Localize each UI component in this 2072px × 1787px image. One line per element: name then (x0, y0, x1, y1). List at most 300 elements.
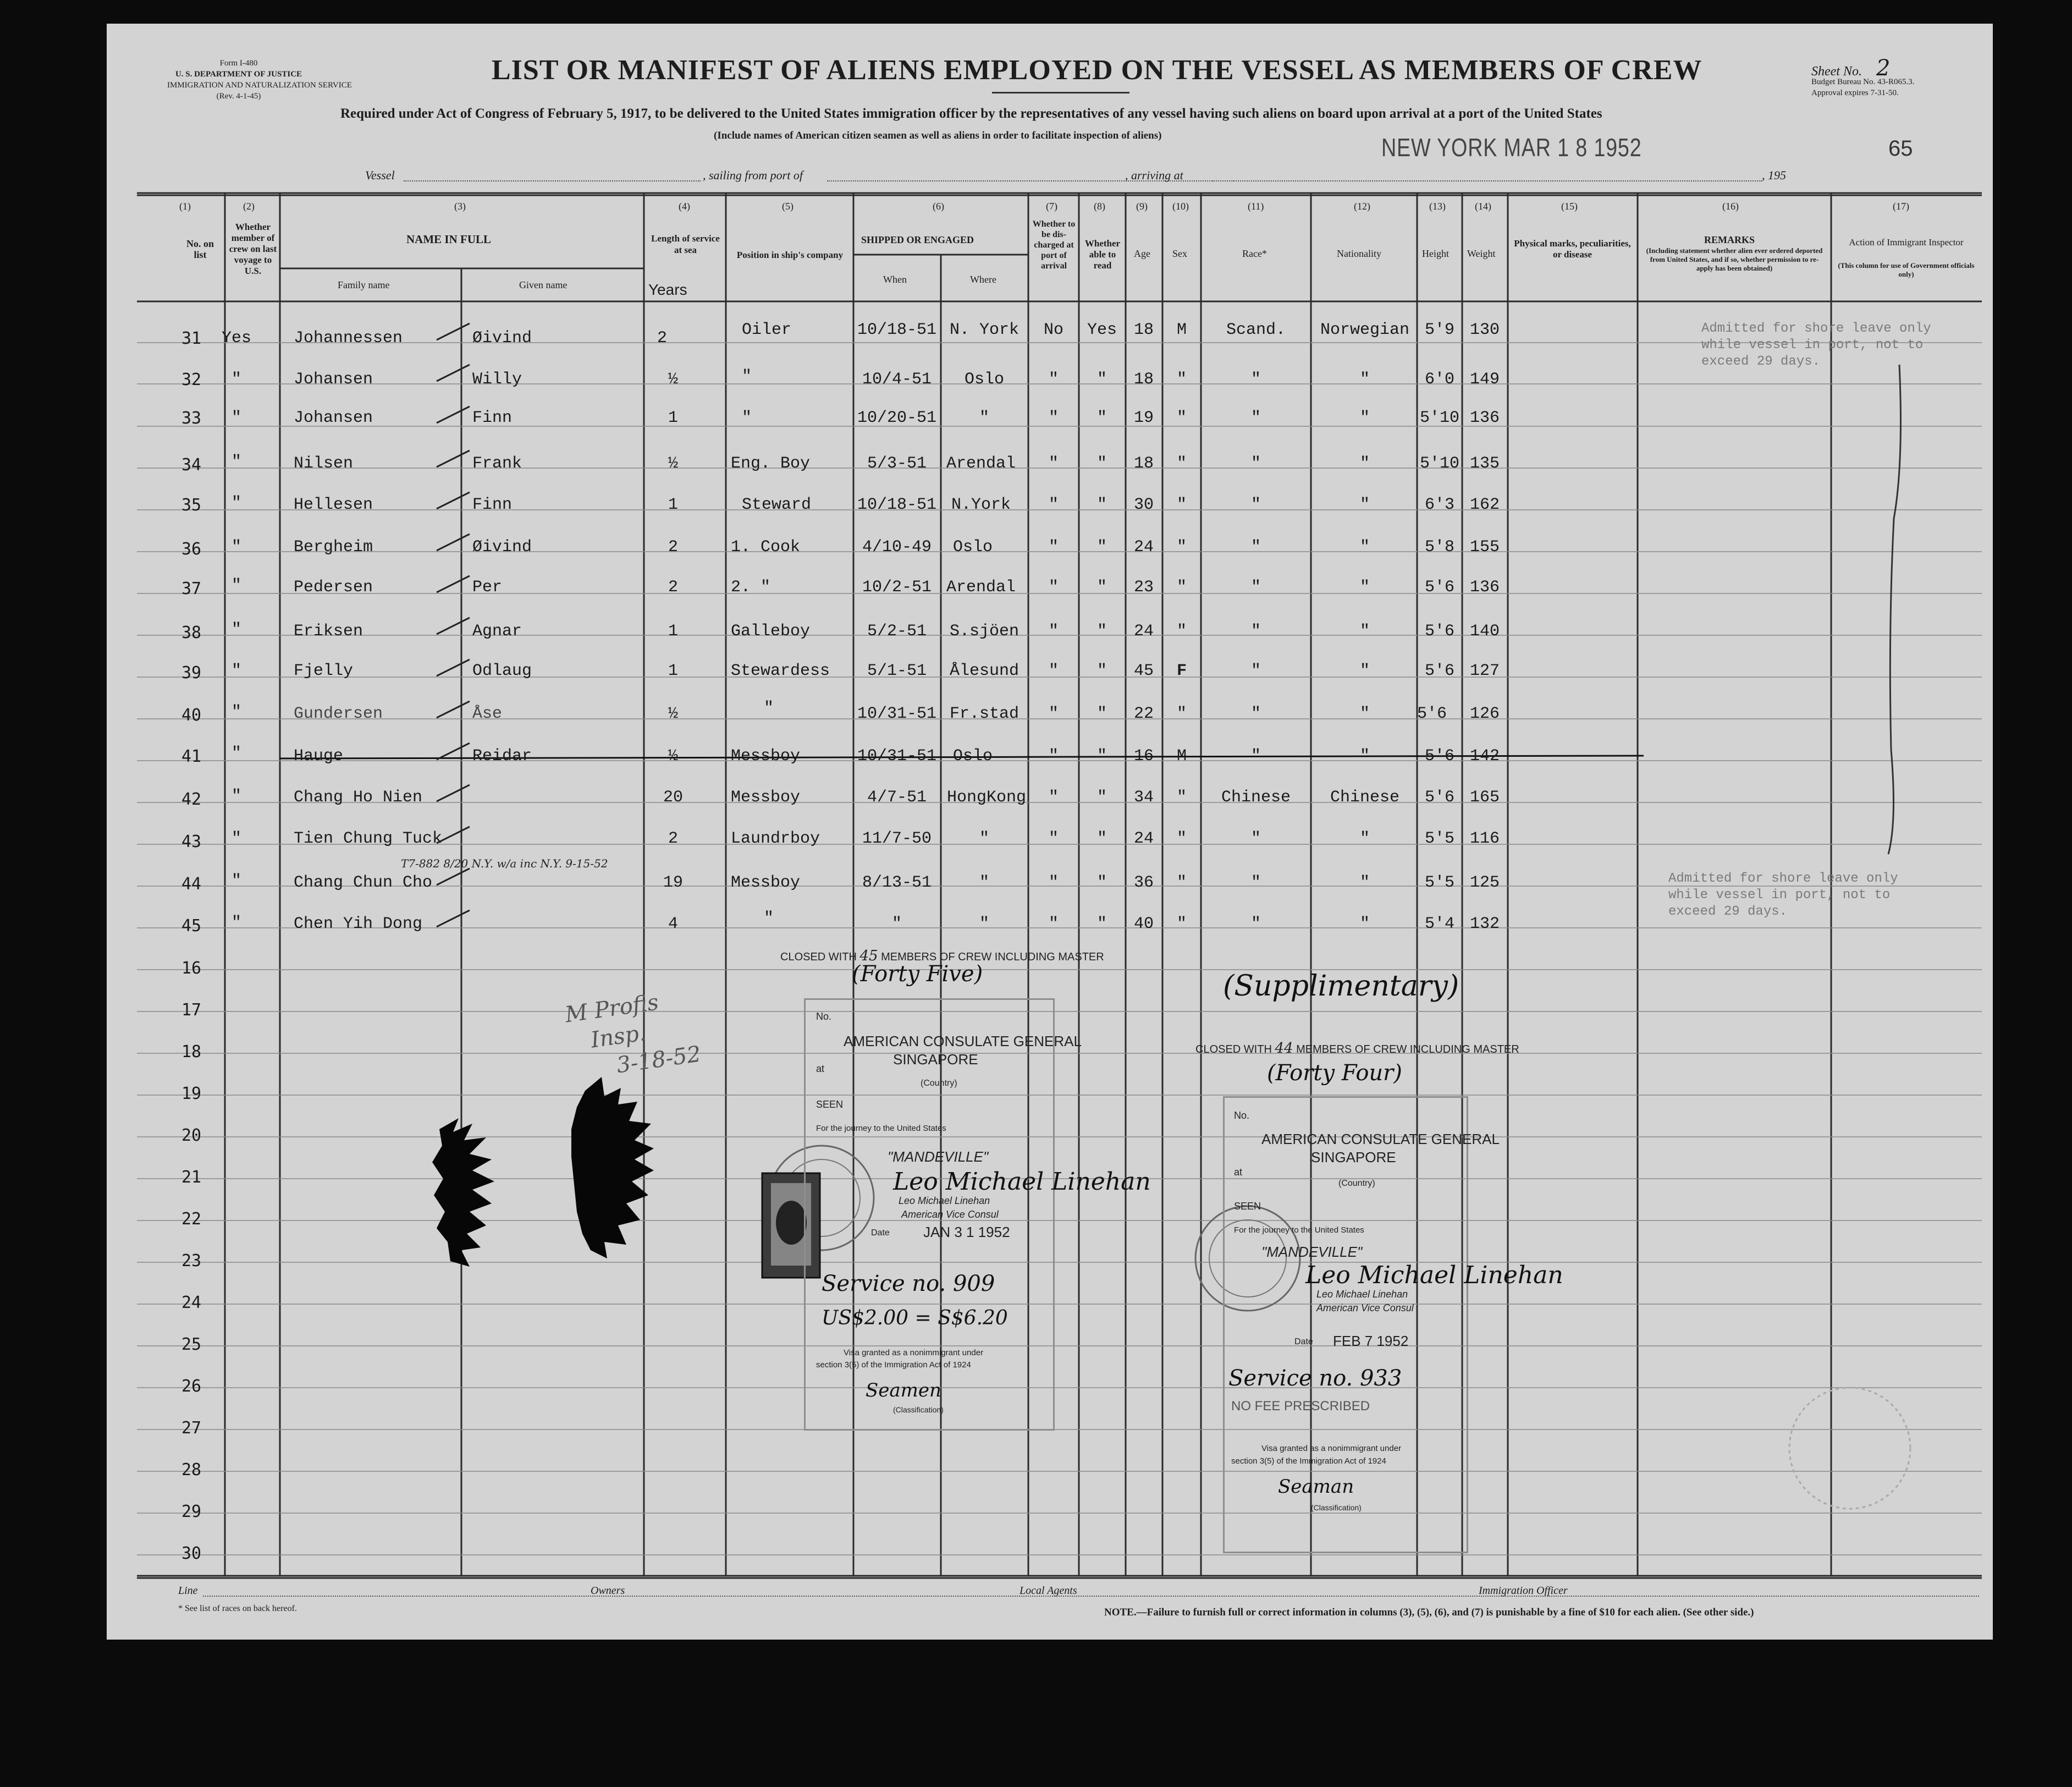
sailing-label: , sailing from port of (703, 168, 803, 182)
position-cell: 2. " (731, 578, 771, 597)
position-cell: Oiler (742, 321, 792, 339)
read-cell: " (1096, 915, 1107, 933)
given-name-cell: Finn (472, 409, 513, 427)
service-cell: 20 (663, 788, 684, 807)
where-cell: Fr.stad (949, 705, 1020, 723)
visa-text: Visa granted as a nonimmigrant under (844, 1348, 984, 1357)
vessel-name: "MANDEVILLE" (888, 1148, 989, 1165)
line-number: 29 (181, 1502, 202, 1521)
approval-expiry: Approval expires 7-31-50. (1811, 89, 1899, 97)
header-age: Age (1134, 248, 1150, 259)
where-cell: Ålesund (949, 662, 1020, 680)
read-cell: " (1096, 788, 1107, 807)
weight-cell: 165 (1469, 788, 1500, 807)
position-cell: " (764, 699, 774, 718)
service-cell: 2 (668, 578, 679, 597)
count-words: (Forty Four) (1267, 1060, 1402, 1086)
consulate-name: AMERICAN CONSULATE GENERAL (844, 1033, 1082, 1049)
read-cell: " (1096, 370, 1107, 389)
family-name-cell: Johansen (294, 370, 373, 389)
age-cell: 18 (1133, 321, 1154, 339)
read-cell: Yes (1087, 321, 1117, 339)
member-cell: Yes (221, 329, 252, 348)
footer-owners-label: Owners (591, 1585, 625, 1597)
service-cell: 1 (668, 662, 679, 680)
col-num: (1) (179, 201, 191, 212)
family-name-cell: Chang Chun Cho (294, 873, 433, 892)
no-label: No. (1234, 1110, 1250, 1121)
position-cell: " (742, 367, 752, 386)
where-cell: S.sjöen (949, 622, 1020, 641)
when-cell: 10/31-51 (857, 705, 937, 723)
race-cell: " (1250, 747, 1261, 766)
discharged-cell: " (1048, 915, 1059, 933)
position-cell: 1. Cook (731, 538, 801, 557)
height-cell: 5'6 (1417, 705, 1447, 723)
consulate-city: SINGAPORE (893, 1051, 978, 1068)
revision-label: (Rev. 4-1-45) (216, 92, 261, 101)
service-cell: 2 (657, 329, 668, 348)
nationality-cell: " (1359, 578, 1370, 597)
member-cell: " (231, 744, 242, 763)
read-cell: " (1096, 829, 1107, 848)
age-cell: 30 (1133, 496, 1154, 514)
sex-cell: " (1176, 409, 1187, 427)
header-when: When (883, 274, 907, 285)
family-name-cell: Eriksen (294, 622, 363, 641)
initials-line: 3-18-52 (615, 1041, 703, 1079)
consul-signature: Leo Michael Linehan (893, 1168, 1151, 1196)
weight-cell: 125 (1469, 873, 1500, 892)
race-cell: Scand. (1226, 321, 1286, 339)
col-num: (7) (1046, 201, 1057, 212)
member-cell: " (231, 538, 242, 557)
discharged-cell: " (1048, 454, 1059, 473)
weight-cell: 126 (1469, 705, 1500, 723)
header-name-in-full: NAME IN FULL (406, 233, 492, 246)
nationality-cell: " (1359, 370, 1370, 389)
line-number: 16 (181, 959, 202, 978)
officer-name: Leo Michael Linehan (1316, 1289, 1408, 1300)
race-cell: " (1250, 496, 1261, 514)
sex-cell: " (1176, 454, 1187, 473)
at-label: at (816, 1063, 825, 1074)
header-no-on-list: No. on list (186, 238, 214, 260)
family-name-cell: Hellesen (294, 496, 373, 514)
discharged-cell: " (1048, 705, 1059, 723)
weight-cell: 136 (1469, 578, 1500, 597)
service-cell: ½ (668, 705, 679, 723)
height-cell: 5'10 (1419, 454, 1460, 473)
country-label: (Country) (1338, 1179, 1375, 1188)
arriving-label: , arriving at (1125, 168, 1183, 182)
seen-label: SEEN (816, 1099, 844, 1110)
sex-cell: " (1176, 705, 1187, 723)
sex-cell: M (1176, 321, 1187, 339)
age-cell: 18 (1133, 370, 1154, 389)
line-number: 21 (181, 1168, 202, 1187)
row-number: 42 (181, 790, 202, 809)
read-cell: " (1096, 496, 1107, 514)
service-cell: 1 (668, 496, 679, 514)
position-cell: Laundrboy (731, 829, 820, 848)
col-num: (12) (1354, 201, 1370, 212)
row-number: 36 (181, 540, 202, 559)
when-cell: 5/2-51 (867, 622, 927, 641)
discharged-cell: " (1048, 622, 1059, 641)
nationality-cell: " (1359, 915, 1370, 933)
weight-cell: 140 (1469, 622, 1500, 641)
age-cell: 24 (1133, 622, 1154, 641)
header-remarks: REMARKS (1704, 234, 1755, 245)
member-cell: " (231, 494, 242, 513)
initials-line: Insp. (589, 1020, 648, 1053)
header-length-service: Length of service at sea (651, 233, 720, 255)
seen-label: SEEN (1234, 1201, 1261, 1212)
family-name-cell: Fjelly (294, 662, 354, 680)
include-note: (Include names of American citizen seamen as well as aliens in order to facilitate inspection of aliens) (714, 130, 1162, 141)
count-words: (Forty Five) (852, 961, 983, 987)
department-label: U. S. DEPARTMENT OF JUSTICE (175, 70, 302, 79)
manifest-sheet (107, 24, 1993, 1640)
row-number: 44 (181, 875, 202, 894)
read-cell: " (1096, 409, 1107, 427)
race-cell: " (1250, 409, 1261, 427)
nationality-cell: " (1359, 496, 1370, 514)
height-cell: 5'6 (1424, 622, 1455, 641)
journey-label: For the journey to the United States (1234, 1225, 1364, 1235)
header-shipped: SHIPPED OR ENGAGED (861, 234, 974, 245)
discharged-cell: " (1048, 409, 1059, 427)
read-cell: " (1096, 538, 1107, 557)
line-number: 22 (181, 1209, 202, 1229)
weight-cell: 136 (1469, 409, 1500, 427)
remark-line: exceed 29 days. (1668, 904, 1788, 919)
weight-cell: 132 (1469, 915, 1500, 933)
no-label: No. (816, 1011, 832, 1022)
col-num: (15) (1561, 201, 1578, 212)
given-name-cell: Willy (472, 370, 522, 389)
when-cell: 8/13-51 (862, 873, 932, 892)
classification-label: (Classification) (1311, 1503, 1362, 1512)
line-number: 26 (181, 1377, 202, 1396)
nationality-cell: " (1359, 705, 1370, 723)
nationality-cell: Norwegian (1320, 321, 1410, 339)
family-name-cell: Johannessen (294, 329, 403, 348)
row-number: 33 (181, 409, 202, 428)
age-cell: 24 (1133, 538, 1154, 557)
given-name-cell: Odlaug (472, 662, 532, 680)
row-number: 35 (181, 496, 202, 515)
weight-cell: 162 (1469, 496, 1500, 514)
header-where: Where (970, 274, 996, 285)
sex-cell: " (1176, 915, 1187, 933)
read-cell: " (1096, 705, 1107, 723)
footer-agents-label: Local Agents (1020, 1585, 1077, 1597)
height-cell: 5'6 (1424, 578, 1455, 597)
where-cell: HongKong (946, 788, 1027, 807)
given-name-cell: Finn (472, 496, 513, 514)
service-cell: 1 (668, 622, 679, 641)
header-years: Years (648, 281, 687, 298)
height-cell: 6'3 (1424, 496, 1455, 514)
service-cell: 1 (668, 409, 679, 427)
read-cell: " (1096, 662, 1107, 680)
weight-cell: 116 (1469, 829, 1500, 848)
race-cell: " (1250, 370, 1261, 389)
visa-section: section 3(5) of the Immigration Act of 1924 (816, 1360, 971, 1370)
family-name-cell: Chen Yih Dong (294, 915, 423, 933)
weight-cell: 135 (1469, 454, 1500, 473)
year-label: , 195 (1762, 168, 1786, 182)
height-cell: 5'10 (1419, 409, 1460, 427)
position-cell: Galleboy (731, 622, 811, 641)
where-cell: N.York (951, 496, 1011, 514)
censor-blot (571, 1077, 654, 1258)
where-cell: Arendal (946, 454, 1016, 473)
where-cell: Oslo (952, 747, 993, 766)
where-cell: " (979, 915, 990, 933)
given-name-cell: Per (472, 578, 503, 597)
discharged-cell: " (1048, 538, 1059, 557)
service-cell: ½ (668, 747, 679, 766)
position-cell: Messboy (731, 873, 801, 892)
weight-cell: 155 (1469, 538, 1500, 557)
nationality-cell: " (1359, 662, 1370, 680)
age-cell: 40 (1133, 915, 1154, 933)
age-cell: 34 (1133, 788, 1154, 807)
col-num: (14) (1475, 201, 1491, 212)
crew-count: 44 (1275, 1040, 1293, 1057)
sheet-number: 2 (1876, 56, 1891, 81)
races-note: * See list of races on back hereof. (178, 1604, 297, 1613)
read-cell: " (1096, 578, 1107, 597)
closed-with-line (1195, 1040, 1519, 1057)
header-sex: Sex (1172, 248, 1187, 259)
closed-suffix: MEMBERS OF CREW INCLUDING MASTER (881, 951, 1104, 963)
vessel-label: Vessel (365, 168, 395, 182)
given-name-cell: Øivind (472, 538, 532, 557)
row-number: 32 (181, 370, 202, 389)
race-cell: " (1250, 662, 1261, 680)
discharged-cell: " (1048, 662, 1059, 680)
when-cell: 4/7-51 (867, 788, 927, 807)
row-number: 45 (181, 916, 202, 936)
member-cell: " (231, 453, 242, 471)
position-cell: Messboy (731, 788, 801, 807)
read-cell: " (1096, 622, 1107, 641)
discharged-cell: " (1048, 496, 1059, 514)
family-name-cell: Pedersen (294, 578, 373, 597)
position-cell: Messboy (731, 747, 801, 766)
supplementary-note: (Supplimentary) (1223, 970, 1459, 1003)
country-label: (Country) (921, 1079, 957, 1088)
remark-line: Admitted for shore leave only (1668, 871, 1898, 886)
penalty-note: NOTE.—Failure to furnish full or correct information in columns (3), (5), (6), and (7) is punishable by a fine of $10 for each alien. (See other side.) (1104, 1607, 1754, 1618)
header-action-note: (This column for use of Government officials only) (1838, 261, 1975, 278)
when-cell: 5/3-51 (867, 454, 927, 473)
stamp-date: FEB 7 1952 (1333, 1333, 1409, 1349)
height-cell: 5'6 (1424, 747, 1455, 766)
col-num: (10) (1172, 201, 1189, 212)
race-cell: " (1250, 705, 1261, 723)
page-title: LIST OR MANIFEST OF ALIENS EMPLOYED ON THE VESSEL AS MEMBERS OF CREW (492, 54, 1702, 86)
given-name-cell: Øivind (472, 329, 532, 348)
officer-title: American Vice Consul (901, 1209, 999, 1220)
col-num: (5) (782, 201, 793, 212)
remark-line: while vessel in port, not to (1701, 338, 1924, 353)
line-number: 20 (181, 1126, 202, 1145)
where-cell: " (979, 873, 990, 892)
member-cell: " (231, 409, 242, 427)
closed-prefix: CLOSED WITH (780, 951, 857, 963)
family-name-cell: Chang Ho Nien (294, 788, 423, 807)
sex-cell: M (1176, 747, 1187, 766)
remark-line: Admitted for shore leave only (1701, 321, 1931, 336)
row-number: 31 (181, 329, 202, 348)
line-number: 24 (181, 1293, 202, 1312)
height-cell: 5'5 (1424, 829, 1455, 848)
age-cell: 24 (1133, 829, 1154, 848)
member-cell: " (231, 787, 242, 806)
classification: Seamen (866, 1379, 941, 1401)
service-cell: ½ (668, 370, 679, 389)
race-cell: " (1250, 578, 1261, 597)
weight-cell: 149 (1469, 370, 1500, 389)
when-cell: 10/20-51 (857, 409, 937, 427)
shore-leave-remark-2 (1668, 871, 1898, 920)
service-label: IMMIGRATION AND NATURALIZATION SERVICE (167, 81, 352, 90)
age-cell: 16 (1133, 747, 1154, 766)
row-number: 40 (181, 706, 202, 725)
remark-line: while vessel in port, not to (1668, 888, 1891, 903)
col-num: (11) (1248, 201, 1264, 212)
member-cell: " (231, 914, 242, 932)
service-number: Service no. 909 (822, 1271, 995, 1296)
position-cell: " (742, 409, 752, 427)
family-name-cell: Gundersen (294, 705, 383, 723)
height-cell: 5'9 (1424, 321, 1455, 339)
service-cell: 4 (668, 915, 679, 933)
where-cell: " (979, 409, 990, 427)
form-number: Form I-480 (219, 59, 258, 68)
row-number: 41 (181, 747, 202, 766)
line-number: 30 (181, 1544, 202, 1563)
sex-cell: " (1176, 788, 1187, 807)
discharged-cell: No (1043, 321, 1064, 339)
consulate-name: AMERICAN CONSULATE GENERAL (1261, 1131, 1500, 1147)
sex-cell: " (1176, 578, 1187, 597)
at-label: at (1234, 1167, 1243, 1178)
header-family-name: Family name (338, 279, 390, 290)
header-action: Action of Immigrant Inspector (1849, 237, 1964, 248)
discharged-cell: " (1048, 788, 1059, 807)
member-cell: " (231, 370, 242, 389)
subtitle: Required under Act of Congress of February 5, 1917, to be delivered to the United States immigration officer by the representatives of any vessel having such aliens on board upon arrival at a port of the United States (340, 106, 1602, 121)
family-name-cell: Bergheim (294, 538, 373, 557)
nationality-cell: " (1359, 454, 1370, 473)
line-number: 19 (181, 1084, 202, 1103)
sex-cell: F (1176, 662, 1187, 680)
header-whether-member: Whether member of crew on last voyage to U.S. (229, 222, 277, 276)
position-cell: Eng. Boy (731, 454, 811, 473)
age-cell: 36 (1133, 873, 1154, 892)
handwritten-note: T7-882 8/20 N.Y. w/a inc N.Y. 9-15-52 (401, 857, 608, 870)
page-number: 65 (1888, 136, 1913, 161)
read-cell: " (1096, 873, 1107, 892)
remark-line: exceed 29 days. (1701, 354, 1821, 369)
where-cell: Arendal (946, 578, 1016, 597)
when-cell: 4/10-49 (862, 538, 932, 557)
family-name-cell: Nilsen (294, 454, 354, 473)
sex-cell: " (1176, 496, 1187, 514)
header-height: Height (1422, 248, 1449, 259)
row-number: 34 (181, 455, 202, 475)
visa-fee: US$2.00 = S$6.20 (822, 1307, 1008, 1329)
member-cell: " (231, 620, 242, 639)
given-name-cell: Åse (472, 705, 503, 723)
discharged-cell: " (1048, 873, 1059, 892)
date-label: Date (1294, 1337, 1313, 1346)
shore-leave-remark-1 (1701, 321, 1931, 370)
closed-suffix: MEMBERS OF CREW INCLUDING MASTER (1296, 1043, 1519, 1055)
nationality-cell: " (1359, 622, 1370, 641)
header-given-name: Given name (519, 279, 567, 290)
col-num: (3) (454, 201, 466, 212)
race-cell: " (1250, 873, 1261, 892)
member-cell: " (231, 703, 242, 722)
height-cell: 5'6 (1424, 662, 1455, 680)
header-able-read: Whether able to read (1084, 238, 1121, 271)
service-number: Service no. 933 (1228, 1366, 1402, 1391)
member-cell: " (231, 872, 242, 890)
race-cell: " (1250, 915, 1261, 933)
stamp-date: JAN 3 1 1952 (923, 1224, 1010, 1240)
col-num: (17) (1893, 201, 1909, 212)
vessel-name: "MANDEVILLE" (1261, 1244, 1363, 1260)
where-cell: Oslo (952, 538, 993, 557)
col-num: (6) (933, 201, 944, 212)
where-cell: " (979, 829, 990, 848)
where-cell: N. York (949, 321, 1020, 339)
sheet-label: Sheet No. (1811, 64, 1862, 79)
header-weight: Weight (1467, 248, 1496, 259)
header-nationality: Nationality (1337, 248, 1381, 259)
discharged-cell: " (1048, 829, 1059, 848)
when-cell: 10/31-51 (857, 747, 937, 766)
position-cell: " (764, 909, 774, 928)
line-number: 28 (181, 1460, 202, 1480)
weight-cell: 127 (1469, 662, 1500, 680)
inspector-initials (563, 983, 703, 1086)
row-number: 43 (181, 832, 202, 851)
given-name-cell: Frank (472, 454, 522, 473)
nationality-cell: " (1359, 409, 1370, 427)
height-cell: 5'8 (1424, 538, 1455, 557)
footer-signature-line (203, 1596, 1979, 1597)
nationality-cell: " (1359, 873, 1370, 892)
age-cell: 45 (1133, 662, 1154, 680)
visa-text: Visa granted as a nonimmigrant under (1261, 1444, 1402, 1453)
height-cell: 6'0 (1424, 370, 1455, 389)
nationality-cell: " (1359, 538, 1370, 557)
age-cell: 22 (1133, 705, 1154, 723)
discharged-cell: " (1048, 747, 1059, 766)
col-num: (4) (679, 201, 690, 212)
initials-line: M Profis (563, 989, 660, 1028)
classification: Seaman (1278, 1476, 1354, 1498)
arrival-stamp: NEW YORK MAR 1 8 1952 (1381, 133, 1642, 162)
